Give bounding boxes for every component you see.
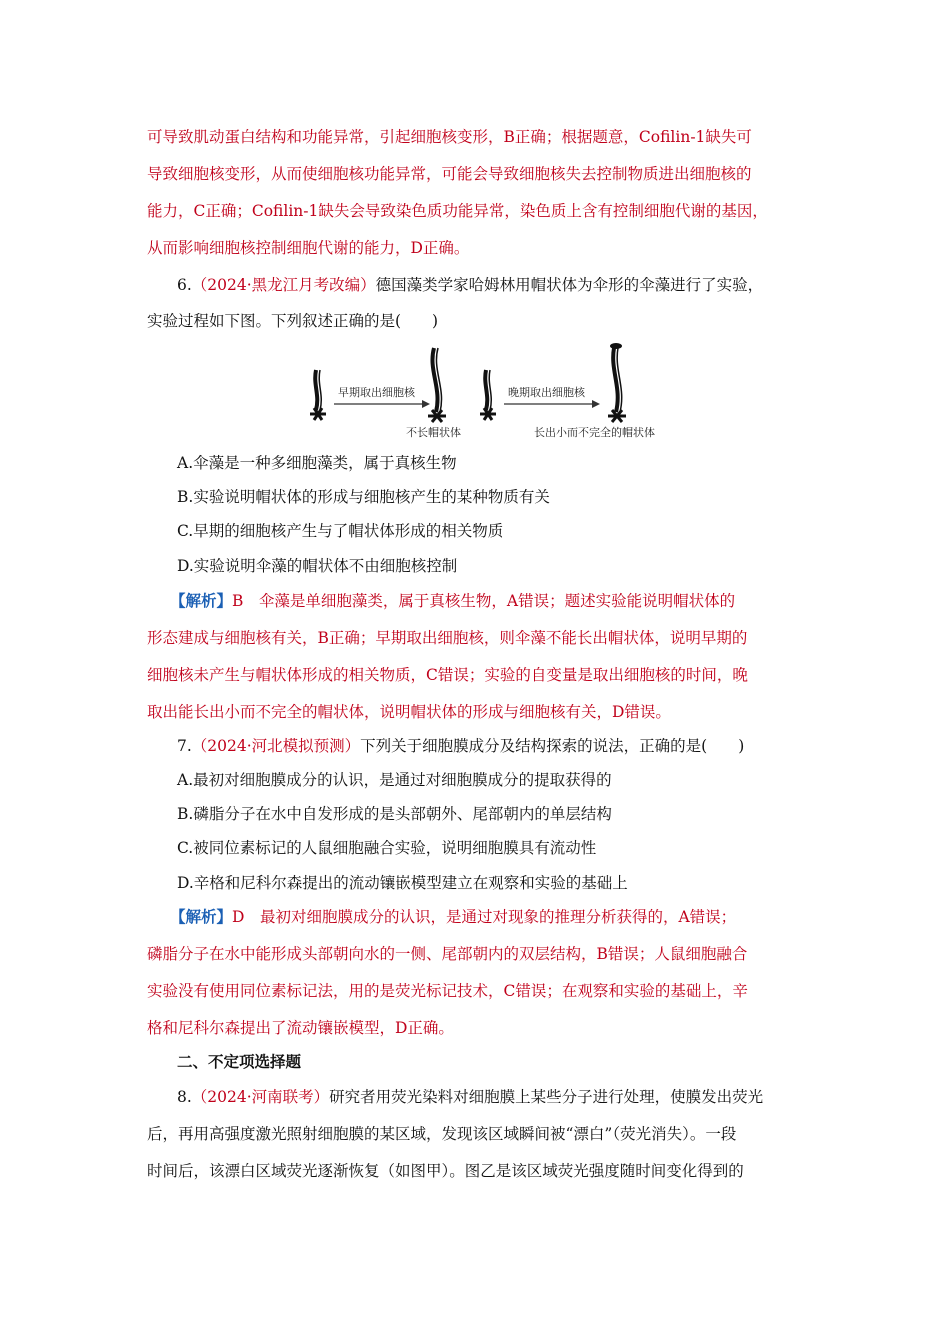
question-8-stem	[177, 1086, 837, 1108]
option-d: D.实验说明伞藻的帽状体不由细胞核控制	[177, 557, 458, 575]
question-6-stem-cont: 实验过程如下图。下列叙述正确的是( )	[147, 312, 439, 330]
question-source: （2024·黑龙江月考改编）	[191, 276, 376, 294]
question-text: 下列关于细胞膜成分及结构探索的说法，正确的是( )	[360, 737, 745, 755]
question-source: （2024·河南联考）	[191, 1088, 330, 1106]
analysis-tag: 【解析】	[170, 591, 233, 610]
option-c: C.早期的细胞核产生与了帽状体形成的相关物质	[177, 522, 504, 540]
acetabularia-experiment-figure	[300, 340, 680, 445]
arrow-label-right: 晚期取出细胞核	[508, 386, 585, 399]
option-b: B.实验说明帽状体的形成与细胞核产生的某种物质有关	[177, 488, 550, 506]
option-b: B.磷脂分子在水中自发形成的是头部朝外、尾部朝内的单层结构	[177, 805, 612, 823]
question-number: 7.	[177, 737, 192, 755]
analysis-line	[170, 590, 830, 612]
question-6-stem	[177, 274, 837, 296]
question-text: 研究者用荧光染料对细胞膜上某些分子进行处理，使膜发出荧光	[329, 1088, 764, 1106]
option-c: C.被同位素标记的人鼠细胞融合实验，说明细胞膜具有流动性	[177, 839, 597, 857]
question-number: 8.	[177, 1088, 192, 1106]
analysis-line: 形态建成与细胞核有关，B正确；早期取出细胞核，则伞藻不能长出帽状体，说明早期的	[147, 629, 748, 647]
analysis-text: D 最初对细胞膜成分的认识，是通过对现象的推理分析获得的，A错误；	[232, 908, 737, 926]
algae-stalk-icon	[310, 370, 326, 420]
algae-stalk-icon	[428, 348, 446, 422]
analysis-line: 格和尼科尔森提出了流动镶嵌模型，D正确。	[147, 1019, 454, 1037]
analysis-tag: 【解析】	[170, 907, 233, 926]
arrow-head-icon	[592, 400, 600, 408]
analysis-line: 实验没有使用同位素标记法，用的是荧光标记技术，C错误；在观察和实验的基础上，辛	[147, 982, 748, 1000]
caption-right: 长出小而不完全的帽状体	[534, 426, 655, 439]
question-8-stem-cont: 时间后，该漂白区域荧光逐渐恢复（如图甲）。图乙是该区域荧光强度随时间变化得到的	[147, 1162, 744, 1180]
question-8-stem-cont: 后，再用高强度激光照射细胞膜的某区域，发现该区域瞬间被“漂白”（荧光消失）。一段	[147, 1125, 737, 1143]
analysis-line: 可导致肌动蛋白结构和功能异常，引起细胞核变形，B正确；根据题意，Cofilin-1缺失可	[147, 128, 752, 146]
caption-left: 不长帽状体	[406, 426, 461, 439]
analysis-line	[170, 906, 830, 928]
arrow-label-left: 早期取出细胞核	[338, 386, 415, 399]
analysis-line: 细胞核未产生与帽状体形成的相关物质，C错误；实验的自变量是取出细胞核的时间，晚	[147, 666, 748, 684]
question-7-stem	[177, 735, 837, 757]
question-number: 6.	[177, 276, 192, 294]
analysis-line: 导致细胞核变形，从而使细胞核功能异常，可能会导致细胞核失去控制物质进出细胞核的	[147, 165, 752, 183]
analysis-line: 能力，C正确；Cofilin-1缺失会导致染色质功能异常，染色质上含有控制细胞代谢的基因，	[147, 202, 768, 220]
question-source: （2024·河北模拟预测）	[191, 737, 361, 755]
algae-with-cap-icon	[608, 343, 626, 422]
question-text: 德国藻类学家哈姆林用帽状体为伞形的伞藻进行了实验，	[375, 276, 764, 294]
option-a: A.最初对细胞膜成分的认识，是通过对细胞膜成分的提取获得的	[177, 771, 612, 789]
analysis-line: 取出能长出小而不完全的帽状体，说明帽状体的形成与细胞核有关，D错误。	[147, 703, 671, 721]
section-heading: 二、不定项选择题	[177, 1053, 302, 1071]
option-a: A.伞藻是一种多细胞藻类，属于真核生物	[177, 454, 457, 472]
algae-stalk-icon	[480, 370, 496, 420]
analysis-line: 从而影响细胞核控制细胞代谢的能力，D正确。	[147, 239, 470, 257]
option-d: D.辛格和尼科尔森提出的流动镶嵌模型建立在观察和实验的基础上	[177, 874, 628, 892]
arrow-head-icon	[422, 400, 430, 408]
analysis-line: 磷脂分子在水中能形成头部朝向水的一侧、尾部朝内的双层结构，B错误；人鼠细胞融合	[147, 945, 748, 963]
analysis-text: B 伞藻是单细胞藻类，属于真核生物，A错误；题述实验能说明帽状体的	[232, 592, 736, 610]
